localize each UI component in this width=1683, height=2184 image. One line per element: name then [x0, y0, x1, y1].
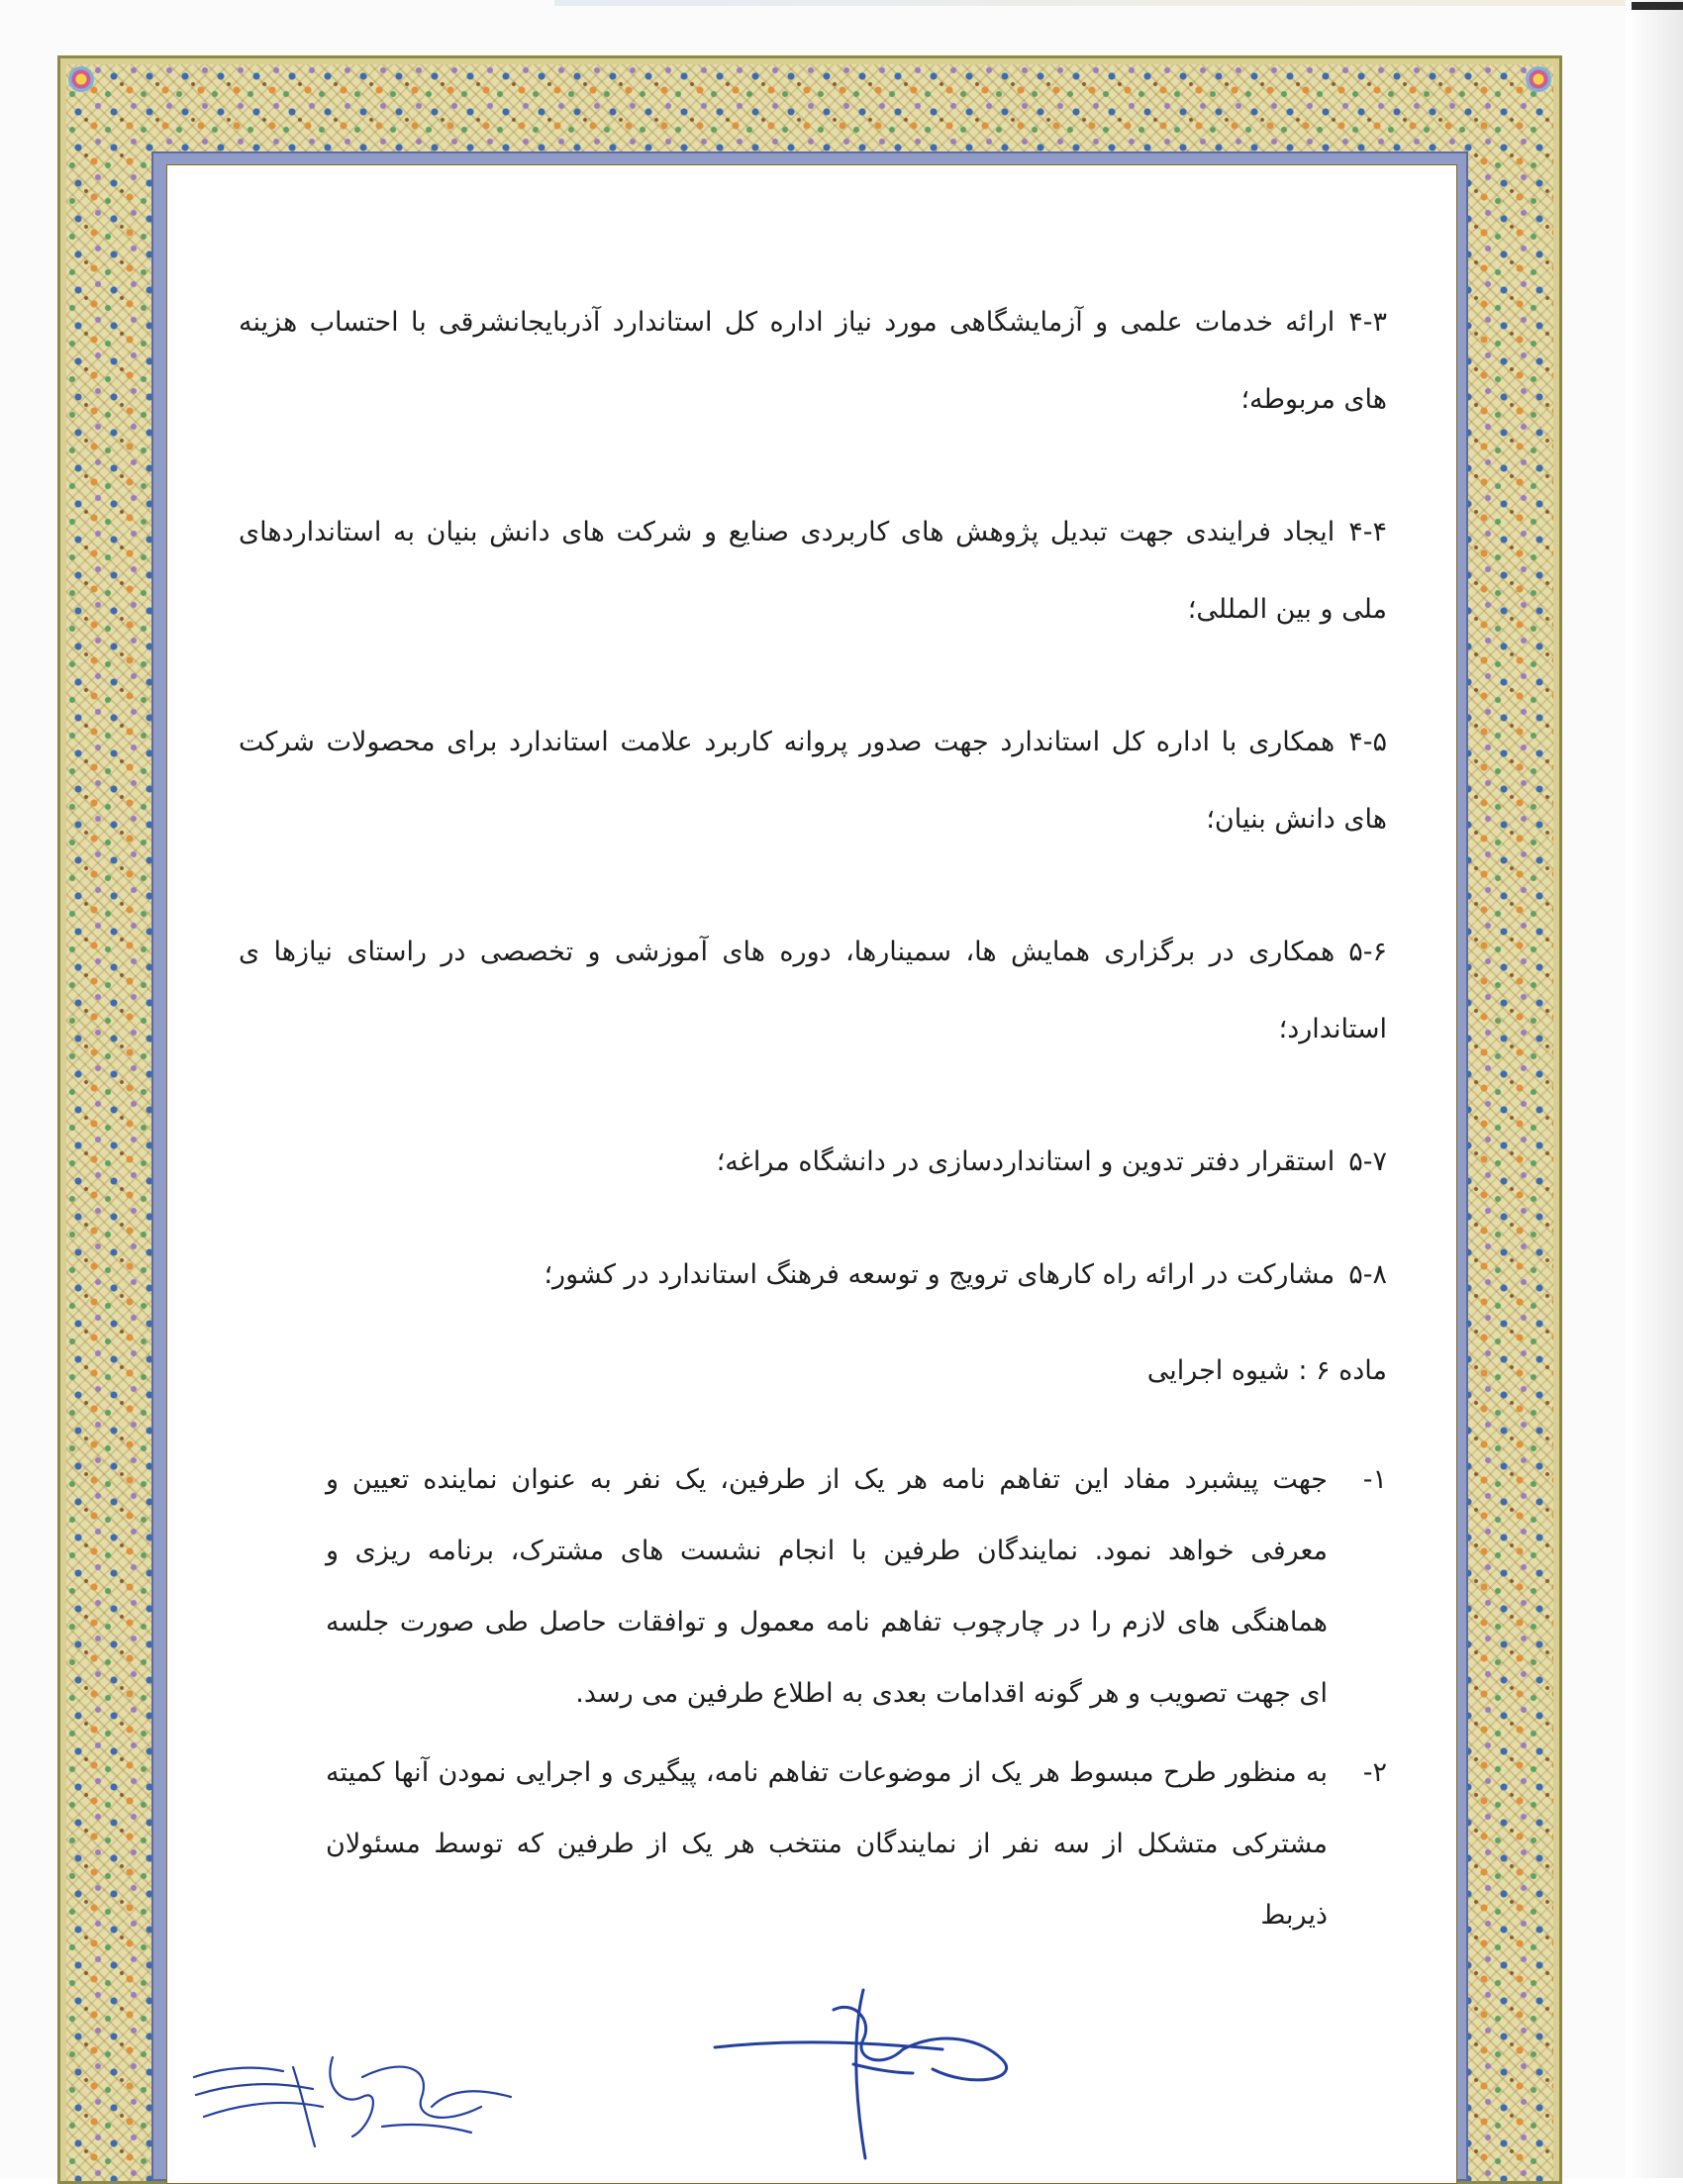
- document-body: [239, 284, 1387, 1959]
- clause-number: ۵-۷: [1348, 1146, 1387, 1177]
- center-signature: [705, 1970, 1051, 2168]
- list-text: به منظور طرح مبسوط هر یک از موضوعات تفاهم نامه، پیگیری و اجرایی نمودن آنها کمیته مشترکی متشکل از سه نفر از نمایندگان منتخب هر یک از طرفین که توسط مسئولان ذیربط: [326, 1757, 1328, 1931]
- clause-number: ۵-۶: [1348, 937, 1387, 967]
- signature-stroke: [362, 2067, 511, 2118]
- signature-stroke: [194, 2068, 323, 2117]
- scan-tint: [554, 0, 1643, 6]
- clause-item: [239, 1124, 1387, 1201]
- list-number: ۱-: [1362, 1464, 1387, 1495]
- section-heading: ماده ۶ : شیوه اجرایی: [1146, 1355, 1387, 1386]
- clause-text: ارائه خدمات علمی و آزمایشگاهی مورد نیاز اداره کل استاندارد آذربایجانشرقی با احتساب هزینه های مربوطه؛: [239, 307, 1387, 415]
- corner-ornament-icon: [68, 66, 94, 92]
- clause-text: همکاری با اداره کل استاندارد جهت صدور پروانه کاربرد علامت استاندارد برای محصولات شرکت های دانش بنیان؛: [239, 727, 1387, 835]
- corner-ornament-icon: [1526, 66, 1551, 92]
- clause-item: [239, 284, 1387, 439]
- clause-item: [239, 914, 1387, 1068]
- clause-number: ۴-۳: [1348, 307, 1387, 338]
- list-text: جهت پیشبرد مفاد این تفاهم نامه هر یک از طرفین، یک نفر به عنوان نماینده تعیین و معرفی خواهد نمود. نمایندگان طرفین با انجام نشست های مشترک، برنامه ریزی و هماهنگی های لازم را در چارچوب تفاهم نامه معمول و توافقات حاصل طی صورت جلسه ای جهت تصویب و هر گونه اقدامات بعدی به اطلاع طرفین می رسد.: [326, 1464, 1328, 1709]
- clause-number: ۴-۴: [1348, 517, 1387, 547]
- signature-stroke: [382, 2125, 471, 2133]
- clause-item: [239, 704, 1387, 858]
- clause-text: همکاری در برگزاری همایش ها، سمینارها، دوره های آموزشی و تخصصی در راستای نیازها ی استاندارد؛: [239, 937, 1387, 1044]
- list-item: [239, 1444, 1387, 1730]
- clause-text: ایجاد فرایندی جهت تبدیل پژوهش های کاربردی صنایع و شرکت های دانش بنیان به استانداردهای ملی و بین المللی؛: [239, 517, 1387, 625]
- clause-text: استقرار دفتر تدوین و استانداردسازی در دانشگاه مراغه؛: [716, 1146, 1336, 1177]
- scan-edge: [1626, 0, 1683, 2178]
- signature-stroke: [903, 2038, 1007, 2080]
- left-signature: [184, 2037, 521, 2156]
- clause-number: ۴-۵: [1348, 727, 1387, 757]
- document-page: [166, 164, 1457, 2184]
- list-item: [239, 1737, 1387, 1951]
- list-number: ۲-: [1362, 1757, 1387, 1788]
- signature-stroke: [853, 2064, 913, 2073]
- signature-stroke: [834, 2007, 903, 2060]
- scan-mark: [1632, 2, 1683, 10]
- clause-number: ۵-۸: [1348, 1259, 1387, 1290]
- clause-item: [239, 1237, 1387, 1314]
- signature-stroke: [293, 2057, 373, 2146]
- clause-item: [239, 494, 1387, 648]
- clause-text: مشارکت در ارائه راه کارهای ترویج و توسعه فرهنگ استاندارد در کشور؛: [544, 1259, 1336, 1290]
